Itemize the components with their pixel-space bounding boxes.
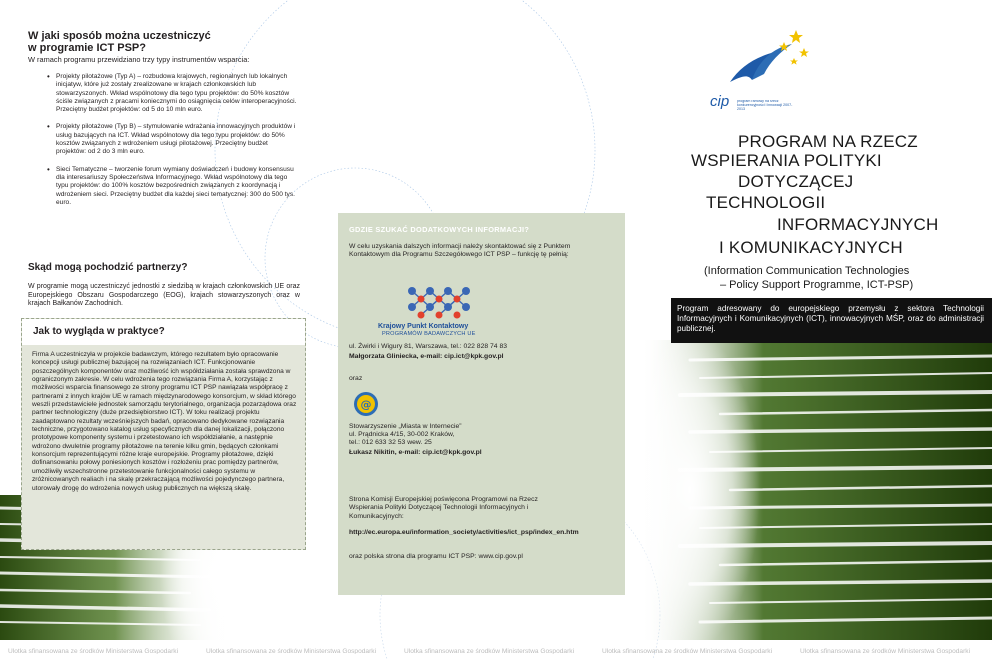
program-audience-box: Program adresowany do europejskiego przemysłu z sektora Technologii Informacyjnych i Komunikacyjnych (ICT), innowacyjnych MŚP, oraz do administracji publicznej. — [671, 298, 992, 343]
assoc-contact: Łukasz Nikitin, e-mail: cip.ict@kpk.gov.pl — [349, 449, 482, 456]
footer-note: Ulotka sfinansowana ze środków Ministerstwa Gospodarki — [602, 648, 773, 654]
partners-heading: Skąd mogą pochodzić partnerzy? — [28, 262, 188, 273]
subtitle-line-1: (Information Communication Technologies — [704, 265, 910, 277]
or-text: oraz — [349, 375, 363, 382]
right-streak-band — [620, 330, 992, 650]
practice-heading: Jak to wygląda w praktyce? — [33, 326, 165, 337]
kpk-subname: PROGRAMÓW BADAWCZYCH UE — [382, 331, 476, 337]
title-line-1: PROGRAM NA RZECZ — [738, 132, 918, 151]
title-line-4: TECHNOLOGII — [706, 193, 826, 212]
contact-intro: W celu uzyskania dalszych informacji należy skontaktować się z Punktem Kontaktowym dla Programu Szczegółowego ICT PSP – funkcję tę pełnią: — [349, 243, 571, 259]
footer-note: Ulotka sfinansowana ze środków Ministerstwa Gospodarki — [8, 648, 179, 654]
footer — [0, 640, 992, 654]
title-line-3: DOTYCZĄCEJ — [738, 172, 854, 191]
participation-heading: W jaki sposób można uczestniczyć w programie ICT PSP? — [28, 30, 211, 54]
list-item: • Sieci Tematyczne – tworzenie forum wymiany doświadczeń i budowy konsensusu dla interesariuszy Społeczeństwa Informacyjnego. Wkład wspólnotowy dla tego typu projektów: do 100% kosztów bezpośrednich związanych z koordynacją i wdrożeniem sieci. Przeciętny budżet dla każdej sieci tematycznej: 300 do 500 tys. euro. — [50, 166, 298, 207]
assoc-phone: tel.: 012 633 32 53 wew. 25 — [349, 439, 432, 446]
subtitle-line-2: – Policy Support Programme, ICT-PSP) — [720, 279, 914, 291]
footer-note: Ulotka sfinansowana ze środków Ministerstwa Gospodarki — [206, 648, 377, 654]
ec-text: Strona Komisji Europejskiej poświęcona Programowi na Rzecz Wspierania Polityki Dotyczącej Technologii Informacyjnych i Komunikacyjnych: — [349, 496, 538, 520]
title-line-5: INFORMACYJNYCH — [777, 215, 939, 234]
participation-section — [28, 30, 308, 216]
participation-intro: W ramach programu przewidziano trzy typy instrumentów wsparcia: — [28, 55, 250, 64]
cip-logo-caption: program ramowy na rzecz konkurencyjności i innowacji 2007-2013 — [737, 99, 793, 112]
partners-text: W programie mogą uczestniczyć jednostki z siedzibą w krajach członkowskich UE oraz Europejskiego Obszaru Gospodarczego (EOG), krajach stowarzyszonych oraz w krajach Bałkanów Zachodnich. — [28, 283, 300, 308]
pl-site-text: oraz polska strona dla programu ICT PSP: www.cip.gov.pl — [349, 553, 523, 560]
cip-logo-text: cip — [710, 93, 730, 110]
contact-info-title: GDZIE SZUKAĆ DODATKOWYCH INFORMACJI? — [349, 225, 530, 234]
practice-text: Firma A uczestniczyła w projekcie badawczym, którego rezultatem było opracowanie koncepcji usługi publicznej bazującej na rozwiązaniach ICT. Funkcjonowanie poszczególnych komponentów oraz możliwość ich współdziałania została sprawdzona w ograniczonym zakresie. W celu wdrożenia tego rozwiązania Firma A, korzystając z możliwości wsparcia finansowego ze strony programu ICT PSP nawiązała współpracę z partnerami z innych krajów UE w ramach międzynarodowego konsorcjum, w skład którego weszli przedstawiciele jednostek samorządu terytorialnego, organizacja pozarządowa oraz partner technologiczny (duże przedsiębiorstwo ICT). W toku realizacji projektu zaadaptowano rezultaty wcześniejszych badań, opracowano dedykowane rozwiązania techniczne, przygotowano katalog usług specyficznych dla danej lokalizacji, połączono prototypowe komponenty systemu i przetestowano ich współdziałanie, a następnie wdrożono dwuletnie programy pilotażowe na terenie kilku gmin, będących członkami konsorcjum reprezentującymi różne kraje europejskie. Programy pilotażowe, dzięki dofinansowaniu połowy poniesionych kosztów i rozłożeniu prac pomiędzy partnerów, umożliwiły wszechstronne przetestowanie funkcjonalności całego systemu w zróżnicowanych realiach i na skalę przekraczającą możliwości pojedynczego partnera, utorowały drogę do wdrożenia nowych usług publicznych na większą skalę. — [32, 351, 297, 492]
practice-header — [22, 319, 305, 345]
footer-note: Ulotka sfinansowana ze środków Ministerstwa Gospodarki — [404, 648, 575, 654]
practice-box — [21, 318, 306, 550]
title-line-2: WSPIERANIA POLITYKI — [691, 151, 882, 170]
kpk-name: Krajowy Punkt Kontaktowy — [378, 323, 469, 330]
footer-note: Ulotka sfinansowana ze środków Ministerstwa Gospodarki — [800, 648, 971, 654]
kpk-contact: Małgorzata Gliniecka, e-mail: cip.ict@kpk.gov.pl — [349, 353, 504, 360]
title-line-6: I KOMUNIKACYJNYCH — [719, 238, 903, 257]
assoc-name: Stowarzyszenie „Miasta w Internecie” — [349, 423, 462, 430]
kpk-address: ul. Żwirki i Wigury 81, Warszawa, tel.: 022 828 74 83 — [349, 343, 508, 350]
instrument-list — [28, 73, 308, 207]
svg-text:@: @ — [360, 398, 372, 411]
list-item: • Projekty pilotażowe (Typ A) – rozbudowa krajowych, regionalnych lub lokalnych inicjatyw, które już zostały zrealizowane w krajach członkowskich lub stowarzyszonych. Wkład wspólnotowy dla tego typu projektów: do 50% kosztów ściśle związanych z pracami koniecznymi do osiągnięcia celów interoperacyjności. Przeciętny budżet projektów: od 5 do 10 mln euro. — [50, 73, 298, 114]
contact-info-box — [338, 213, 625, 595]
assoc-address: ul. Prądnicka 4/15, 30-002 Kraków, — [349, 431, 455, 438]
list-item: • Projekty pilotażowe (Typ B) – stymulowanie wdrażania innowacyjnych produktów i usług bazujących na ICT. Wkład wspólnotowy dla tego typu projektów: do 50% kosztów związanych z wdrożeniem usługi pilotażowej. Przeciętny budżet projektów: od 2 do 3 mln euro. — [50, 123, 298, 156]
ec-link[interactable]: http://ec.europa.eu/information_society/activities/ict_psp/index_en.htm — [349, 529, 579, 536]
kpk-logo-icon — [382, 279, 502, 349]
miasta-w-internecie-logo-icon — [353, 391, 379, 417]
